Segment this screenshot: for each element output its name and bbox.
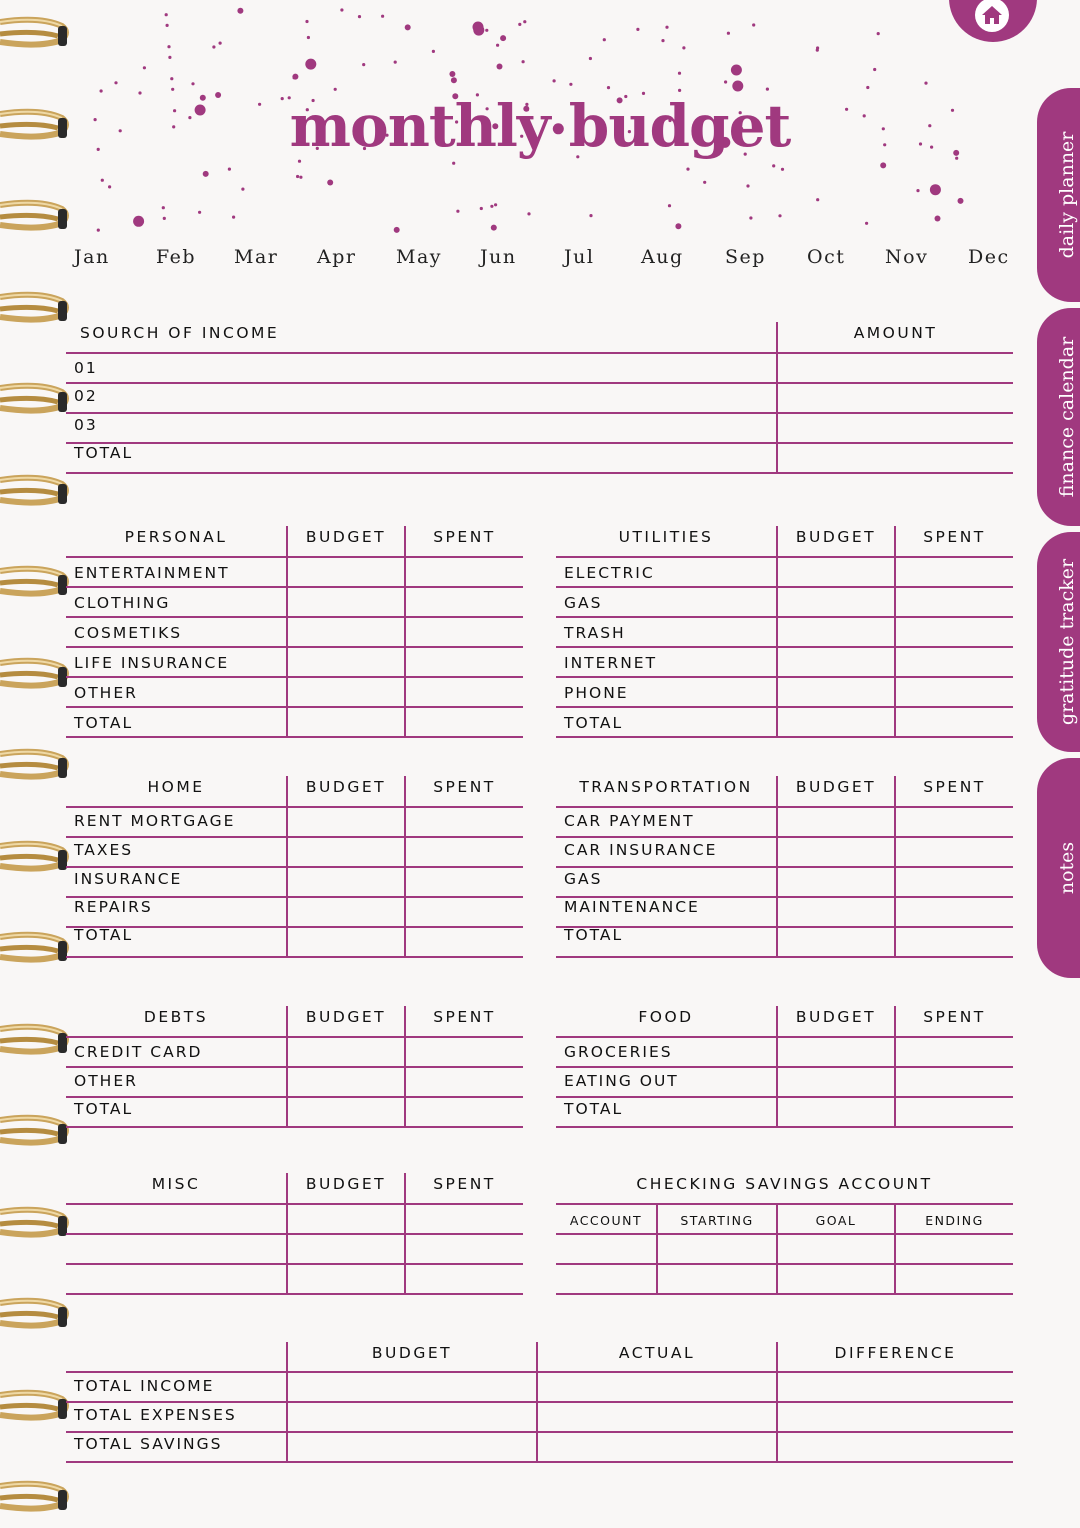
splatter-dot [241,188,244,191]
splatter-dot [686,168,689,171]
splatter-dot [296,175,299,178]
spiral-ring [0,655,70,697]
utilities-row-label: GAS [564,594,603,612]
splatter-dot [108,185,111,188]
divider [556,836,1013,838]
splatter-dot [133,216,144,227]
divider [66,926,523,928]
summary-difference-header: DIFFERENCE [834,1344,957,1362]
month-apr[interactable]: Apr [317,246,357,268]
divider [66,836,523,838]
personal-row-label: CLOTHING [74,594,171,612]
splatter-dot [432,50,435,53]
splatter-dot [924,82,927,85]
splatter-dot [603,38,606,41]
divider [556,926,1013,928]
summary-row-label: TOTAL INCOME [74,1377,215,1395]
spiral-ring [0,197,70,239]
income-row-label: 02 [74,387,98,405]
spiral-ring [0,1387,70,1429]
splatter-dot [166,24,169,27]
food-title: FOOD [638,1008,694,1026]
tab-daily-planner[interactable] [1037,88,1080,302]
checking-title: CHECKING SAVINGS ACCOUNT [636,1175,933,1193]
splatter-dot [381,15,384,18]
divider [66,556,523,558]
divider [66,1096,523,1098]
divider [556,1263,1013,1265]
divider [66,616,523,618]
splatter-dot [305,59,316,70]
splatter-dot [228,168,231,171]
splatter-dot [527,212,530,215]
month-nov[interactable]: Nov [885,246,929,268]
food-row-label: EATING OUT [564,1072,679,1090]
divider [556,1066,1013,1068]
spent-header: SPENT [923,1008,986,1026]
splatter-dot [485,29,488,32]
splatter-dot [198,211,201,214]
splatter-dot [219,42,222,45]
divider [66,1431,1013,1433]
divider [556,1126,1013,1128]
splatter-dot [358,15,361,18]
divider [66,956,523,958]
month-jan[interactable]: Jan [74,246,110,268]
personal-title: PERSONAL [124,528,228,546]
budget-header: BUDGET [795,528,877,546]
divider [894,1203,896,1295]
misc-title: MISC [151,1175,201,1193]
divider [556,956,1013,958]
divider [66,442,1013,444]
splatter-dot [327,180,333,186]
splatter-dot [163,217,166,220]
month-dec[interactable]: Dec [968,246,1010,268]
divider [556,586,1013,588]
splatter-dot [873,68,876,71]
splatter-dot [816,198,819,201]
summary-budget-header: BUDGET [371,1344,453,1362]
transportation-row-label: CAR INSURANCE [564,841,718,859]
spiral-ring [0,1021,70,1063]
ending-header: ENDING [925,1213,984,1228]
splatter-dot [101,179,104,182]
splatter-dot [456,210,459,213]
divider [66,1371,1013,1373]
splatter-dot [491,225,497,231]
splatter-dot [636,28,639,31]
divider [66,646,523,648]
splatter-dot [496,44,499,47]
splatter-dot [191,82,194,85]
summary-row-label: TOTAL EXPENSES [74,1406,237,1424]
transportation-row-label: TOTAL [564,926,624,944]
divider [556,1233,1013,1235]
budget-header: BUDGET [305,1008,387,1026]
divider [66,1066,523,1068]
splatter-dot [589,214,592,217]
splatter-dot [553,79,556,82]
divider [66,806,523,808]
splatter-dot [935,216,941,222]
food-row-label: TOTAL [564,1100,624,1118]
income-row-label: 01 [74,359,98,377]
debts-row-label: CREDIT CARD [74,1043,203,1061]
home-row-label: INSURANCE [74,870,183,888]
page-title: monthly budget [289,92,791,160]
splatter-dot [237,8,243,14]
splatter-dot [305,20,308,23]
budget-header: BUDGET [795,778,877,796]
divider [66,1036,523,1038]
divider [556,706,1013,708]
splatter-dot [340,8,343,11]
spiral-ring [0,380,70,422]
divider [556,1293,1013,1295]
month-feb[interactable]: Feb [156,246,197,268]
splatter-dot [880,162,886,168]
splatter-dot [781,168,784,171]
divider [66,1401,1013,1403]
transportation-title: TRANSPORTATION [579,778,753,796]
month-aug[interactable]: Aug [641,246,684,268]
divider [66,1293,523,1295]
divider [556,616,1013,618]
tab-label: daily planner [1056,131,1078,259]
month-jun[interactable]: Jun [480,246,517,268]
splatter-dot [394,61,397,64]
transportation-row-label: GAS [564,870,603,888]
home-title: HOME [147,778,205,796]
spiral-ring [0,1478,70,1520]
splatter-dot [665,26,668,29]
utilities-row-label: TRASH [564,624,626,642]
splatter-dot [500,35,506,41]
divider [556,736,1013,738]
splatter-dot [171,88,174,91]
divider [556,1096,1013,1098]
splatter-dot [772,164,775,167]
splatter-dot [203,171,209,177]
splatter-dot [523,20,526,23]
budget-header: BUDGET [305,1175,387,1193]
debts-row-label: TOTAL [74,1100,134,1118]
home-row-label: TOTAL [74,926,134,944]
divider [556,1203,1013,1205]
divider [556,556,1013,558]
splatter-dot [569,83,572,86]
personal-row-label: OTHER [74,684,138,702]
splatter-dot [232,216,235,219]
splatter-dot [299,176,302,179]
income-row-label: 03 [74,416,98,434]
splatter-dot [394,227,400,233]
splatter-dot [494,203,497,206]
divider [66,1203,523,1205]
spiral-ring [0,14,70,56]
divider [66,382,1013,384]
splatter-dot [731,65,742,76]
home-icon [975,0,1009,32]
utilities-title: UTILITIES [618,528,714,546]
splatter-dot [362,63,365,66]
splatter-dot [816,49,819,52]
account-header: ACCOUNT [569,1213,643,1228]
splatter-dot [143,66,146,69]
income-source-header: SOURCH OF INCOME [80,324,280,342]
utilities-row-label: TOTAL [564,714,624,732]
splatter-dot [866,86,869,89]
splatter-dot [682,46,685,49]
divider [556,1036,1013,1038]
splatter-dot [452,162,455,165]
month-mar[interactable]: Mar [234,246,279,268]
starting-header: STARTING [680,1213,754,1228]
transportation-row-label: CAR PAYMENT [564,812,695,830]
tab-label: notes [1056,841,1078,895]
divider [66,586,523,588]
income-amount-header: AMOUNT [853,324,938,342]
budget-header: BUDGET [795,1008,877,1026]
splatter-dot [778,214,781,217]
income-row-label: TOTAL [74,444,134,462]
personal-row-label: ENTERTAINMENT [74,564,230,582]
splatter-dot [732,81,743,92]
divider [66,472,1013,474]
divider [776,1203,778,1295]
spent-header: SPENT [433,778,496,796]
budget-header: BUDGET [305,528,387,546]
splatter-dot [167,45,170,48]
splatter-dot [661,39,664,42]
spent-header: SPENT [923,778,986,796]
spent-header: SPENT [433,528,496,546]
spiral-ring [0,472,70,514]
splatter-dot [877,32,880,35]
divider [556,806,1013,808]
personal-row-label: TOTAL [74,714,134,732]
tab-notes[interactable] [1037,758,1080,978]
splatter-dot [170,77,173,80]
splatter-dot [212,45,215,48]
splatter-dot [930,184,941,195]
divider [66,866,523,868]
splatter-dot [473,22,484,33]
splatter-dot [724,80,727,83]
debts-title: DEBTS [143,1008,209,1026]
divider [66,412,1013,414]
splatter-dot [916,189,919,192]
divider [66,352,1013,354]
splatter-dot [451,77,457,83]
spent-header: SPENT [433,1008,496,1026]
splatter-dot [727,32,730,35]
utilities-row-label: PHONE [564,684,629,702]
splatter-dot [97,229,100,232]
summary-actual-header: ACTUAL [618,1344,696,1362]
home-row-label: RENT MORTGAGE [74,812,236,830]
splatter-dot [749,216,752,219]
food-row-label: GROCERIES [564,1043,673,1061]
divider [556,646,1013,648]
month-oct[interactable]: Oct [807,246,846,268]
divider [66,706,523,708]
splatter-dot [490,205,493,208]
month-jul[interactable]: Jul [564,246,595,268]
splatter-dot [522,60,525,63]
utilities-row-label: INTERNET [564,654,658,672]
divider [66,1233,523,1235]
spiral-ring [0,1112,70,1154]
goal-header: GOAL [815,1213,857,1228]
splatter-dot [405,24,411,30]
splatter-dot [114,81,117,84]
transportation-row-label: MAINTENANCE [564,898,700,916]
splatter-dot [165,13,168,16]
divider [66,1461,1013,1463]
splatter-dot [589,57,592,60]
personal-row-label: COSMETIKS [74,624,183,642]
debts-row-label: OTHER [74,1072,138,1090]
splatter-dot [497,64,503,70]
splatter-dot [293,76,296,79]
spiral-ring [0,1295,70,1337]
spiral-ring [0,746,70,788]
splatter-dot [307,36,310,39]
divider [776,322,778,472]
home-row-label: REPAIRS [74,898,153,916]
divider [66,1263,523,1265]
splatter-dot [678,72,681,75]
splatter-dot [865,222,868,225]
tab-finance-calendar[interactable] [1037,308,1080,526]
spiral-ring [0,838,70,880]
divider [66,676,523,678]
tab-gratitude-tracker[interactable] [1037,532,1080,752]
splatter-dot [958,198,964,204]
divider [556,676,1013,678]
spent-header: SPENT [433,1175,496,1193]
month-sep[interactable]: Sep [725,246,766,268]
utilities-row-label: ELECTRIC [564,564,655,582]
splatter-dot [668,204,671,207]
divider [66,1126,523,1128]
splatter-dot [298,160,301,163]
tab-label: finance calendar [1056,336,1078,498]
tab-label: gratitude tracker [1056,558,1078,726]
splatter-dot [675,223,681,229]
spent-header: SPENT [923,528,986,546]
splatter-dot [766,88,769,91]
divider [656,1203,658,1295]
splatter-dot [162,206,165,209]
divider [66,736,523,738]
splatter-dot [334,88,337,91]
personal-row-label: LIFE INSURANCE [74,654,230,672]
splatter-dot [168,56,171,59]
spiral-ring [0,1204,70,1246]
home-row-label: TAXES [74,841,134,859]
divider [556,866,1013,868]
summary-row-label: TOTAL SAVINGS [74,1435,223,1453]
splatter-dot [752,23,755,26]
splatter-dot [607,86,610,89]
spiral-ring [0,563,70,605]
splatter-dot [746,184,749,187]
splatter-dot [518,23,521,26]
spiral-ring [0,929,70,971]
splatter-dot [449,71,455,77]
spiral-ring [0,289,70,331]
splatter-dot [480,207,483,210]
month-may[interactable]: May [396,246,443,268]
splatter-dot [703,181,706,184]
budget-header: BUDGET [305,778,387,796]
